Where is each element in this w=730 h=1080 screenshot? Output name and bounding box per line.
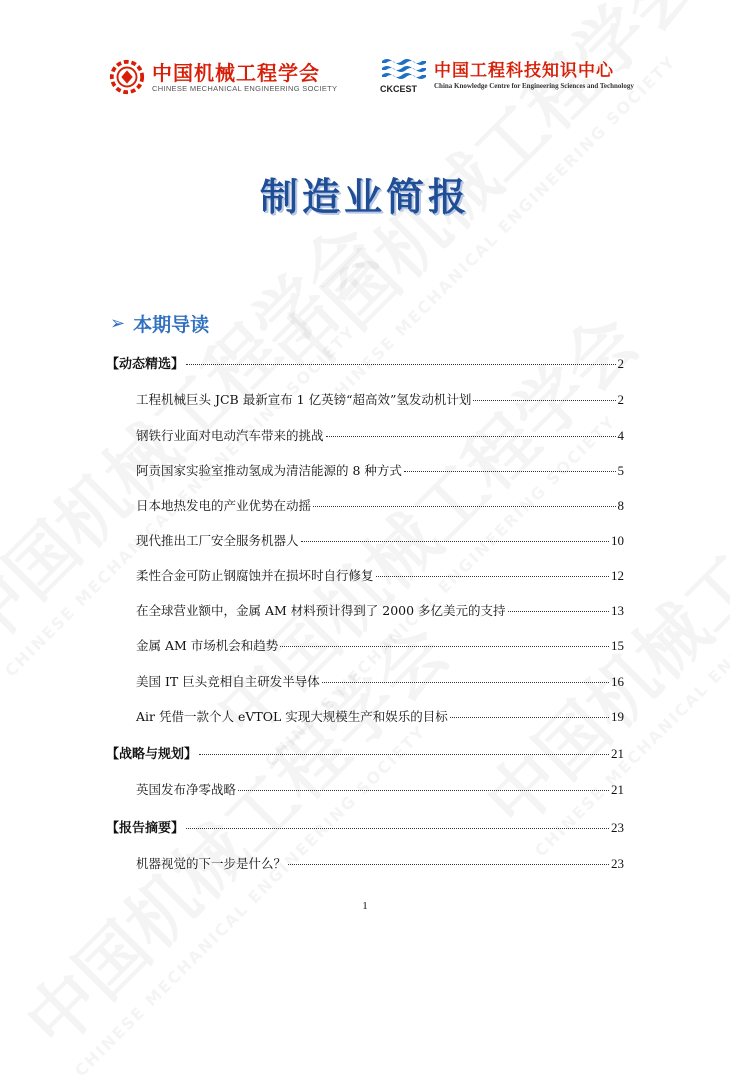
toc-entry[interactable]	[136, 531, 624, 549]
toc-page-number: 15	[611, 638, 624, 653]
toc-section-label: 【战略与规划】	[106, 747, 198, 762]
leader-dots	[186, 364, 615, 365]
toc-page-number: 8	[617, 498, 624, 513]
toc-section-label: 【报告摘要】	[106, 821, 185, 836]
toc-entry-title: 英国发布净零战略	[136, 782, 237, 797]
toc-entry-title: 钢铁行业面对电动汽车带来的挑战	[136, 428, 324, 443]
toc-page-number: 23	[611, 820, 624, 835]
toc-section-dynamic[interactable]	[106, 353, 624, 372]
cmes-name-cn: 中国机械工程学会	[152, 60, 320, 85]
leader-dots	[508, 611, 609, 612]
leader-dots	[313, 506, 615, 507]
toc-entry[interactable]	[136, 780, 624, 798]
leader-dots	[199, 754, 609, 755]
toc-entry[interactable]	[136, 426, 624, 444]
toc-entry[interactable]	[136, 636, 624, 654]
toc-entry-title: 日本地热发电的产业优势在动摇	[136, 498, 312, 513]
leader-dots	[376, 576, 609, 577]
cmes-logo	[108, 58, 337, 96]
leader-dots	[280, 646, 609, 647]
toc-entry-title: 工程机械巨头 JCB 最新宣布 1 亿英镑“超高效”氢发动机计划	[136, 392, 472, 407]
toc-section-report[interactable]	[106, 817, 624, 836]
toc-page-number: 2	[617, 356, 624, 371]
leader-dots	[473, 400, 615, 401]
toc-page-number: 10	[611, 533, 624, 548]
leader-dots	[450, 717, 609, 718]
wave-emblem-icon	[380, 56, 428, 82]
toc-page-number: 5	[617, 463, 624, 478]
toc-page-number: 4	[617, 428, 624, 443]
toc-page-number: 2	[617, 392, 624, 407]
leader-dots	[186, 828, 609, 829]
toc-entry[interactable]	[136, 854, 624, 872]
toc-page-number: 23	[611, 856, 624, 871]
toc-entry-title: 现代推出工厂安全服务机器人	[136, 533, 299, 548]
toc-page-number: 12	[611, 568, 624, 583]
toc-section-strategy[interactable]	[106, 743, 624, 762]
cmes-name-en: CHINESE MECHANICAL ENGINEERING SOCIETY	[152, 83, 338, 93]
toc-entry[interactable]	[136, 496, 624, 514]
toc-page-number: 16	[611, 674, 624, 689]
toc-entry[interactable]	[136, 601, 624, 619]
leader-dots	[238, 790, 609, 791]
toc-entry-title: Air 凭借一款个人 eVTOL 实现大规模生产和娱乐的目标	[136, 709, 448, 724]
page-number: 1	[362, 900, 368, 912]
ckcest-logo	[380, 56, 634, 94]
toc-entry[interactable]	[136, 672, 624, 690]
toc-heading-label: 本期导读	[133, 314, 210, 336]
toc-entry-title: 阿贡国家实验室推动氢成为清洁能源的 8 种方式	[136, 463, 402, 478]
toc-entry-title: 美国 IT 巨头竞相自主研发半导体	[136, 674, 320, 689]
leader-dots	[322, 682, 609, 683]
leader-dots	[288, 864, 609, 865]
ckcest-abbr: CKCEST	[380, 84, 418, 94]
toc-page-number: 21	[611, 746, 624, 761]
leader-dots	[404, 471, 616, 472]
arrow-right-icon: ➢	[110, 313, 126, 334]
toc-entry-title: 柔性合金可防止钢腐蚀并在损坏时自行修复	[136, 568, 374, 583]
toc-section-label: 【动态精选】	[106, 357, 185, 372]
toc-page-number: 21	[611, 782, 624, 797]
toc-heading	[110, 310, 209, 337]
toc-entry[interactable]	[136, 461, 624, 479]
toc-entry-title: 机器视觉的下一步是什么？	[136, 856, 287, 871]
ckcest-name-cn: 中国工程科技知识中心	[434, 61, 614, 81]
document-title: 制造业简报	[259, 175, 470, 219]
toc-entry[interactable]	[136, 566, 624, 584]
toc-page-number: 13	[611, 603, 624, 618]
ckcest-name-en: China Knowledge Centre for Engineering Sciences and Technology	[434, 82, 634, 90]
toc-entry-title: 在全球营业额中，金属 AM 材料预计得到了 2000 多亿美元的支持	[136, 603, 506, 618]
gear-emblem-icon	[108, 58, 146, 96]
leader-dots	[301, 541, 609, 542]
toc-entry[interactable]	[136, 390, 624, 408]
leader-dots	[326, 436, 616, 437]
toc-entry[interactable]	[136, 707, 624, 725]
toc-entry-title: 金属 AM 市场机会和趋势	[136, 638, 279, 653]
toc-page-number: 19	[611, 709, 624, 724]
